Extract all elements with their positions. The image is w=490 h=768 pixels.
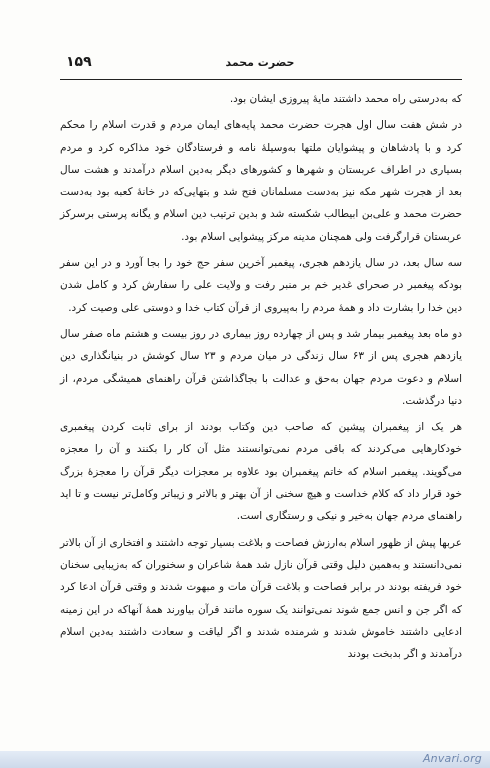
paragraph-3: سه سال بعد، در سال یازدهم هجری، پیغمبر آخرین سفر حج خود را بجا آورد و در این سفر بودکه پیغمبر در صحرای غدیر خم بر منبر رفت و ولایت علی را سفارش کرد و کامل شدن دین خدا را بشارت داد و همهٔ مردم را به‌پیروی از قرآن کتاب خدا و دوستی علی وصیت کرد. xyxy=(60,257,462,314)
page-body xyxy=(60,88,462,669)
paragraph-5: هر یک از پیغمبران پیشین که صاحب دین وکتاب بودند از برای ثابت کردن پیغمبری خودکارهایی می‌کردند که باقی مردم نمی‌توانستند مثل آن کار را بکنند و آن را معجزه می‌گویند. پیغمبر اسلام که خاتم پیغمبران بود علاوه بر معجزات دیگر قرآن را معجزهٔ بزرگ خود قرار داد که کلام خداست و هیچ سخنی از آن بهتر و بالاتر و زیباتر وکامل‌تر نیست و تا اید راهنمای مردم جهان به‌خیر و نیکی و رستگاری است. xyxy=(60,421,462,523)
paragraph-4: دو ماه بعد پیغمبر بیمار شد و پس از چهارده روز بیماری در روز بیست و هشتم ماه صفر سال یازدهم هجری پس از ۶۳ سال زندگی در میان مردم و ۲۳ سال کوشش در بنیانگذاری دین اسلام و دعوت مردم جهان به‌حق و عدالت با بجاگذاشتن قرآن راهنمای همیشگی مردم، از دنیا درگذشت. xyxy=(60,327,463,407)
paragraph-2: در شش هفت سال اول هجرت حضرت محمد پایه‌های ایمان مردم و قدرت اسلام را محکم کرد و با پادشاهان و پیشوایان ملتها به‌وسیلهٔ نامه و فرستادگان خود مذاکره کرد و مردم بسیاری در اطراف عربستان و شهرها و کشورهای دیگر به‌دین اسلام درآمدند و هشت سال بعد از هجرت شهر مکه نیز به‌دست مسلمانان فتح شد و بتهایی‌که در خانهٔ کعبه بود به‌دست حضرت محمد و علی‌بن ابیطالب شکسته شد و بدین ترتیب دین اسلام و یگانه پرستی برسرکز عربستان قرارگرفت ولی همچنان مدینه مرکز پیشوایی اسلام بود. xyxy=(60,119,462,243)
header-divider xyxy=(60,79,462,80)
page-number: ۱۵۹ xyxy=(66,54,92,70)
watermark-link[interactable]: Anvari.org xyxy=(422,752,482,765)
page-header xyxy=(60,54,460,76)
paragraph-1: که به‌درستی راه محمد داشتند مایهٔ پیروزی ایشان بود. xyxy=(229,93,462,105)
footer-bar xyxy=(0,751,490,768)
paragraph-6: عربها پیش از ظهور اسلام به‌ارزش فصاحت و بلاغت بسیار توجه داشتند و افتخاری از آن بالاتر نمی‌دانستند و به‌همین دلیل وقتی قرآن نازل شد همهٔ شاعران و سخنوران که به‌زیبایی سخنان خود فریفته بودند در برابر فصاحت و بلاغت قرآن مات و مبهوت شدند و وقتی قرآن ادعا کرد که اگر جن و انس جمع شوند نمی‌توانند یک سوره مانند قرآن بیاورند همهٔ آنهاکه در این زمینه ادعایی داشتند خاموش شدند و شرمنده شدند و اگر لیاقت و سعادت داشتند به‌دین اسلام درآمدند و اگر بدبخت بودند xyxy=(60,536,462,661)
running-title: حضرت محمد xyxy=(225,56,295,69)
